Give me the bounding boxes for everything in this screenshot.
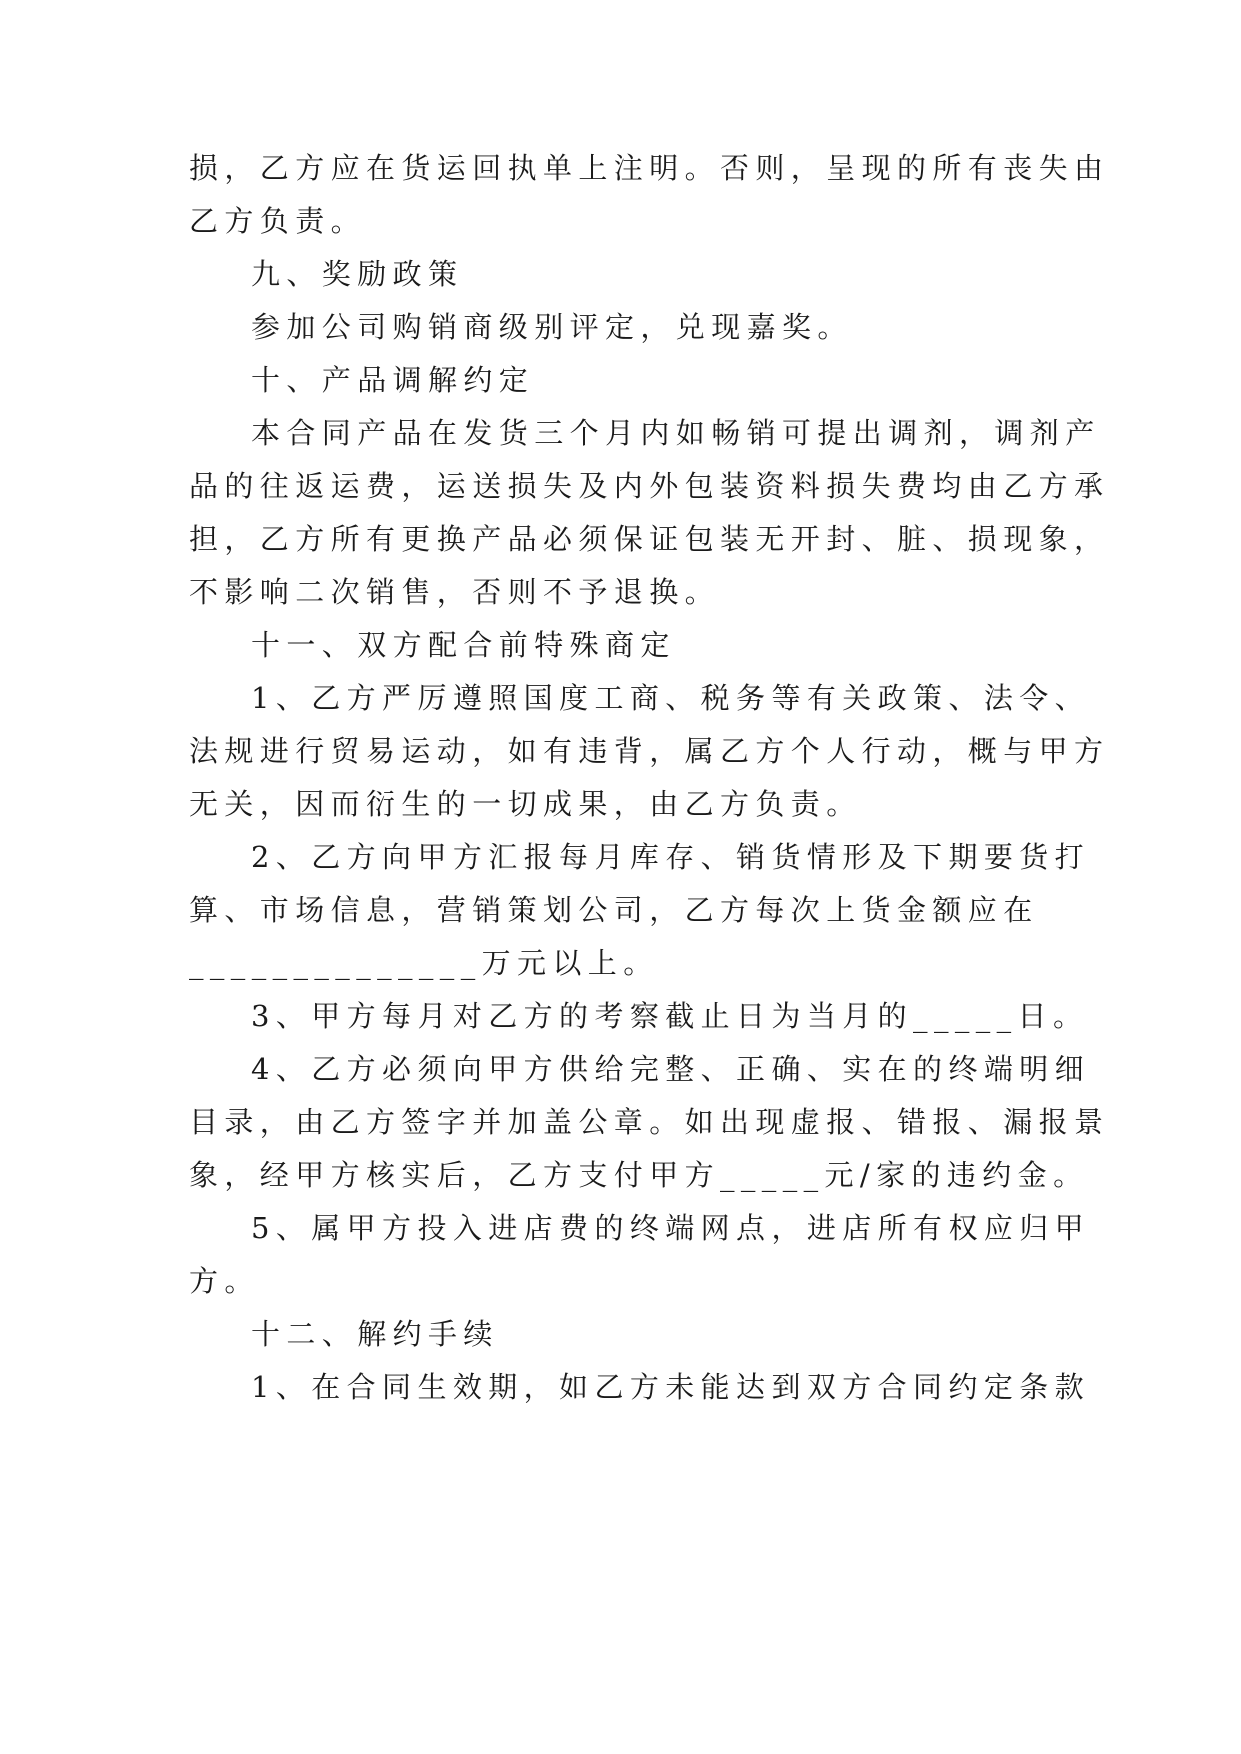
text-line: 损，乙方应在货运回执单上注明。否则，呈现的所有丧失由 [189, 151, 1110, 185]
text-line: 1、乙方严厉遵照国度工商、税务等有关政策、法令、 [251, 681, 1091, 715]
text-line: 方。 [189, 1264, 260, 1298]
text-line: ______________万元以上。 [189, 946, 659, 980]
text-line: 3、甲方每月对乙方的考察截止日为当月的_____日。 [251, 999, 1089, 1033]
text-line: 目录，由乙方签字并加盖公章。如出现虚报、错报、漏报景 [189, 1105, 1110, 1139]
section-heading: 十二、解约手续 [251, 1317, 499, 1351]
text-line: 5、属甲方投入进店费的终端网点，进店所有权应归甲 [251, 1211, 1091, 1245]
text-line: 算、市场信息，营销策划公司，乙方每次上货金额应在 [189, 893, 1039, 927]
section-heading: 九、奖励政策 [251, 257, 464, 291]
text-line: 象，经甲方核实后，乙方支付甲方_____元/家的违约金。 [189, 1158, 1089, 1192]
text-line: 不影响二次销售，否则不予退换。 [189, 575, 721, 609]
text-line: 1、在合同生效期，如乙方未能达到双方合同约定条款 [251, 1370, 1091, 1404]
text-line: 担，乙方所有更换产品必须保证包装无开封、脏、损现象， [189, 522, 1110, 556]
text-line: 4、乙方必须向甲方供给完整、正确、实在的终端明细 [251, 1052, 1091, 1086]
text-line: 乙方负责。 [189, 204, 367, 238]
section-heading: 十一、双方配合前特殊商定 [251, 628, 676, 662]
text-line: 无关，因而衍生的一切成果，由乙方负责。 [189, 787, 862, 821]
text-line: 本合同产品在发货三个月内如畅销可提出调剂，调剂产 [251, 416, 1101, 450]
text-line: 法规进行贸易运动，如有违背，属乙方个人行动，概与甲方 [189, 734, 1110, 768]
section-heading: 十、产品调解约定 [251, 363, 535, 397]
text-line: 品的往返运费，运送损失及内外包装资料损失费均由乙方承 [189, 469, 1110, 503]
text-line: 2、乙方向甲方汇报每月库存、销货情形及下期要货打 [251, 840, 1091, 874]
text-line: 参加公司购销商级别评定，兑现嘉奖。 [251, 310, 853, 344]
